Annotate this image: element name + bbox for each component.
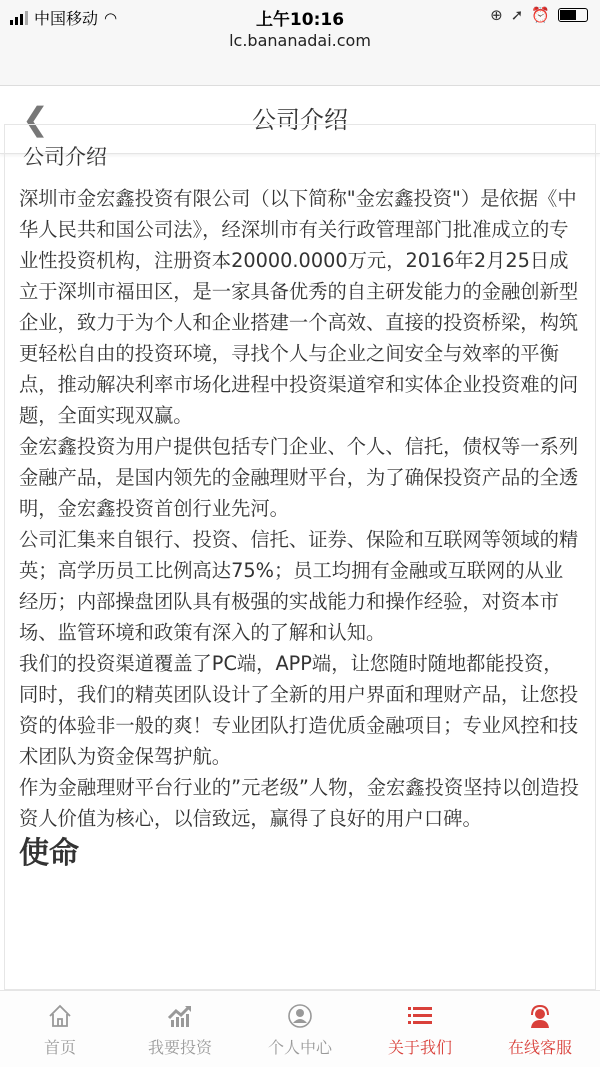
chevron-left-icon[interactable]: ❮ xyxy=(22,100,49,138)
tab-bar xyxy=(0,990,600,1067)
tab-invest[interactable] xyxy=(120,991,240,1067)
wifi-icon: ◠ xyxy=(104,8,118,27)
mission-heading: 使命 xyxy=(19,836,79,871)
paragraph: 公司汇集来自银行、投资、信托、证券、保险和互联网等领域的精英；高学历员工比例高达75%；员工均拥有金融或互联网的从业经历；内部操盘团队具有极强的实战能力和操作经验，对资本市场、监管环境和政策有深入的了解和认知。 xyxy=(19,528,579,644)
carrier: 中国移动 xyxy=(34,9,99,28)
tab-about-us[interactable] xyxy=(360,991,480,1067)
paragraph: 深圳市金宏鑫投资有限公司（以下简称"金宏鑫投资"）是依据《中华人民共和国公司法》，经深圳市有关行政管理部门批准成立的专业性投资机构，注册资本20000.0000万元，2016年2月25日成立于深圳市福田区，是一家具备优秀的自主研发能力的金融创新型企业，致力于为个人和企业搭建一个高效、直接的投资桥梁，构筑更轻松自由的投资环境，寻找个人与企业之间安全与效率的平衡点，推动解决利率市场化进程中投资渠道窄和实体企业投资难的问题，全面实现双赢。 xyxy=(19,187,579,427)
home-icon xyxy=(47,1003,73,1029)
section-heading: 公司介绍 xyxy=(23,145,107,169)
tab-label: 在线客服 xyxy=(507,1038,572,1057)
url-bar[interactable]: lc.bananadai.com xyxy=(229,31,371,50)
paragraph: 金宏鑫投资为用户提供包括专门企业、个人、信托，债权等一系列金融产品，是国内领先的金融理财平台，为了确保投资产品的全透明，金宏鑫投资首创行业先河。 xyxy=(19,435,579,520)
support-agent-icon xyxy=(527,1003,553,1029)
tab-home[interactable] xyxy=(0,991,120,1067)
paragraph: 作为金融理财平台行业的”元老级”人物，金宏鑫投资坚持以创造投资人价值为核心，以信致远，赢得了良好的用户口碑。 xyxy=(19,776,579,830)
company-intro-panel xyxy=(4,124,596,990)
alarm-icon: ⏰ xyxy=(531,6,550,24)
user-icon xyxy=(287,1003,313,1029)
tab-label: 个人中心 xyxy=(267,1038,332,1057)
tab-label: 我要投资 xyxy=(147,1038,212,1057)
battery-icon xyxy=(558,8,588,22)
intro-content xyxy=(5,181,595,874)
paragraph: 我们的投资渠道覆盖了PC端，APP端，让您随时随地都能投资，同时，我们的精英团队设计了全新的用户界面和理财产品，让您投资的体验非一般的爽！专业团队打造优质金融项目；专业风控和技术团队为资金保驾护航。 xyxy=(19,652,579,768)
list-icon xyxy=(407,1003,433,1029)
clock: 上午10:16 xyxy=(255,10,345,30)
rotation-lock-icon: ⊕ xyxy=(490,6,503,24)
chart-icon xyxy=(167,1003,193,1029)
location-icon: ➚ xyxy=(510,6,524,24)
tab-user-center[interactable] xyxy=(240,991,360,1067)
status-bar xyxy=(0,0,600,86)
tab-label: 首页 xyxy=(43,1038,76,1057)
tab-label: 关于我们 xyxy=(387,1038,452,1057)
tab-online-support[interactable] xyxy=(480,991,600,1067)
page-title: 公司介绍 xyxy=(252,106,348,134)
